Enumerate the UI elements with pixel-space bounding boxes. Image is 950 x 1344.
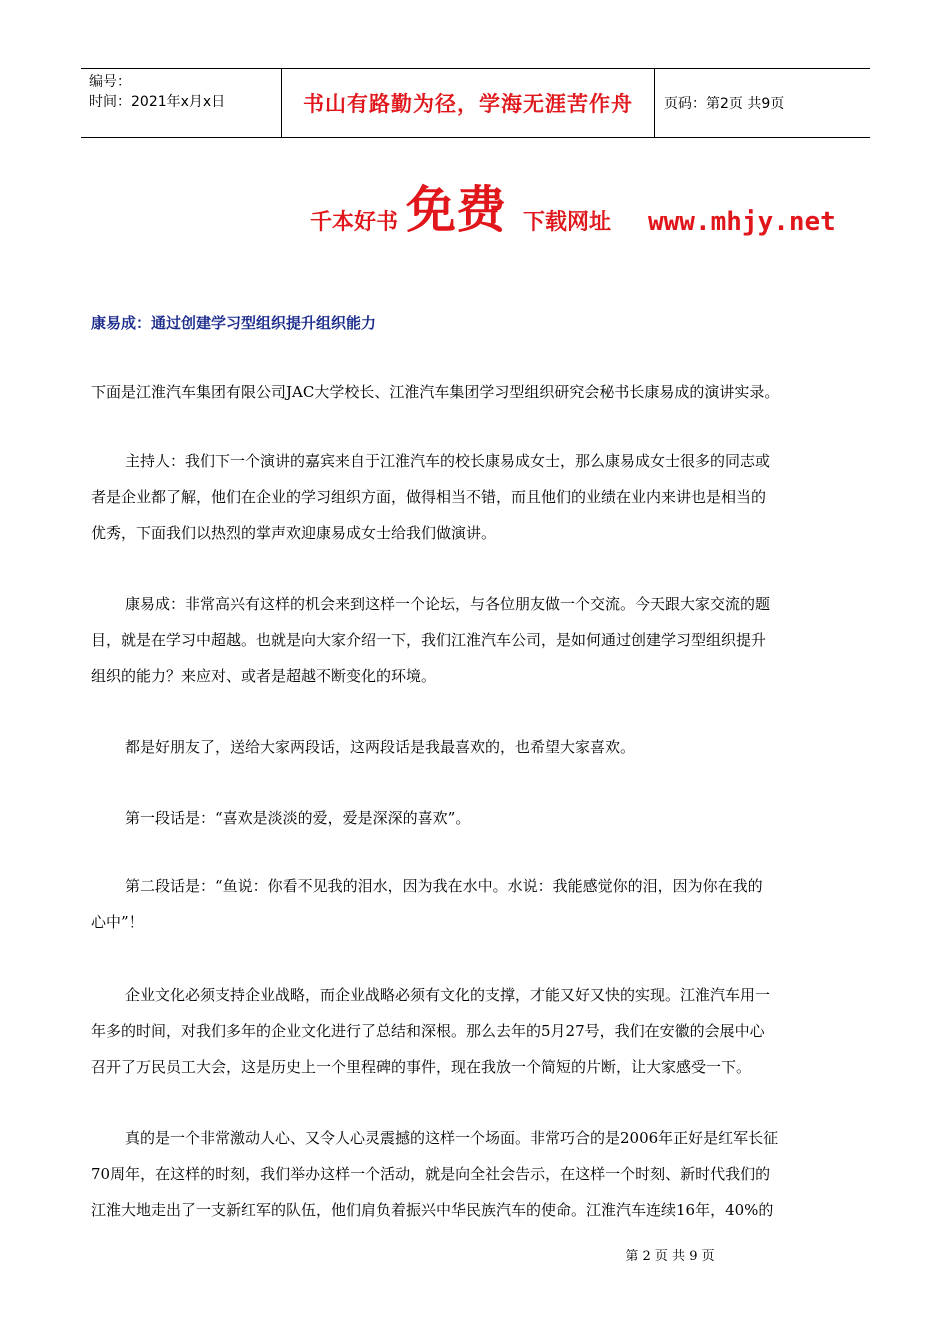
paragraph-line: 者是企业都了解，他们在企业的学习组织方面，做得相当不错，而且他们的业绩在业内来讲也是相当的 (91, 488, 767, 506)
paragraph-line: 第二段话是：“鱼说：你看不见我的泪水，因为我在水中。水说：我能感觉你的泪，因为你在我的 (125, 877, 763, 895)
paragraph (91, 729, 849, 765)
header-page-info: 页码：第2页 共9页 (664, 96, 785, 112)
paragraph-line: 真的是一个非常激动人心、又令人心灵震撼的这样一个场面。非常巧合的是2006年正好是红军长征 (125, 1129, 779, 1147)
header-table (81, 68, 870, 138)
paragraph (91, 1120, 849, 1228)
time-label: 时间：2021年x月x日 (89, 94, 226, 110)
paragraph (91, 977, 849, 1085)
paragraph (91, 586, 849, 694)
article-title: 康易成：通过创建学习型组织提升组织能力 (91, 314, 377, 332)
banner-text-1: 千本好书 (310, 210, 399, 235)
paragraph-line: 70周年，在这样的时刻，我们举办这样一个活动，就是向全社会告示，在这样一个时刻、新时代我们的 (91, 1165, 771, 1183)
footer-page-number: 第 2 页 共 9 页 (625, 1249, 715, 1264)
download-banner (310, 172, 870, 242)
paragraph-line: 主持人：我们下一个演讲的嘉宾来自于江淮汽车的校长康易成女士，那么康易成女士很多的同志或 (125, 452, 771, 470)
paragraph-line: 下面是江淮汽车集团有限公司JAC大学校长、江淮汽车集团学习型组织研究会秘书长康易成的演讲实录。 (91, 383, 780, 401)
paragraph (91, 374, 849, 410)
paragraph-line: 优秀，下面我们以热烈的掌声欢迎康易成女士给我们做演讲。 (91, 524, 497, 542)
paragraph-line: 江淮大地走出了一支新红军的队伍，他们肩负着振兴中华民族汽车的使命。江淮汽车连续16年，40%的 (91, 1201, 774, 1219)
paragraph-line: 目，就是在学习中超越。也就是向大家介绍一下，我们江淮汽车公司，是如何通过创建学习型组织提升 (91, 631, 767, 649)
paragraph-line: 年多的时间，对我们多年的企业文化进行了总结和深根。那么去年的5月27号，我们在安徽的会展中心 (91, 1022, 765, 1040)
paragraph-line: 都是好朋友了，送给大家两段话，这两段话是我最喜欢的，也希望大家喜欢。 (125, 738, 636, 756)
header-meta-cell (81, 69, 281, 137)
header-motto: 书山有路勤为径，学海无涯苦作舟 (303, 92, 633, 116)
paragraph-line: 召开了万民员工大会，这是历史上一个里程碑的事件，现在我放一个简短的片断，让大家感受一下。 (91, 1058, 752, 1076)
paragraph-line: 第一段话是：“喜欢是淡淡的爱，爱是深深的喜欢”。 (125, 809, 471, 827)
paragraph-line: 组织的能力？来应对、或者是超越不断变化的环境。 (91, 667, 437, 685)
banner-text-free: 免费 (406, 181, 506, 239)
paragraph-line: 心中”！ (91, 913, 144, 931)
banner-text-2: 下载网址 (523, 210, 612, 235)
code-label: 编号： (89, 74, 131, 90)
page-footer (0, 1245, 950, 1264)
paragraph (91, 800, 849, 836)
paragraph (91, 443, 849, 551)
paragraph-line: 企业文化必须支持企业战略，而企业战略必须有文化的支撑，才能又好又快的实现。江淮汽车用一 (125, 986, 771, 1004)
header-divider (654, 69, 655, 137)
banner-url-link[interactable]: www.mhjy.net (648, 207, 836, 237)
paragraph-line: 康易成：非常高兴有这样的机会来到这样一个论坛，与各位朋友做一个交流。今天跟大家交流的题 (125, 595, 771, 613)
paragraph (91, 868, 849, 940)
